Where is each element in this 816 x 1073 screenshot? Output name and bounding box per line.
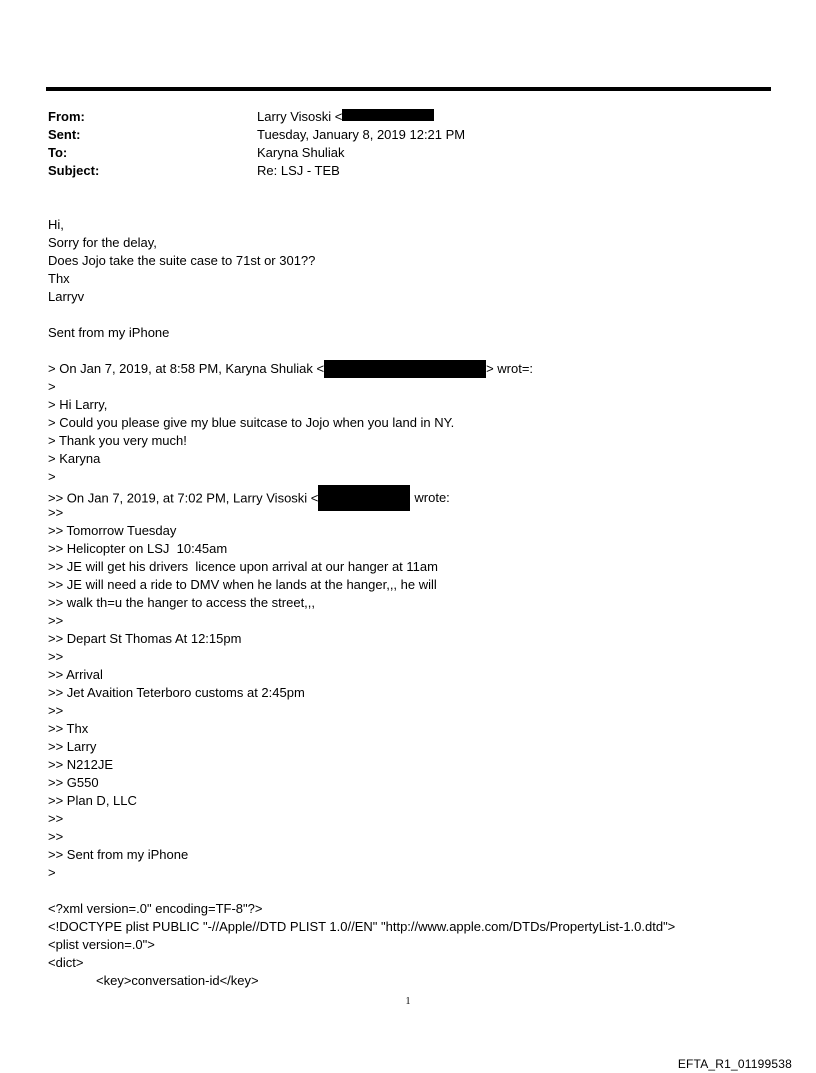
subject-row <box>48 162 768 180</box>
quote-line: >> Larry <box>48 739 97 754</box>
quote-line: >> <box>48 811 64 826</box>
quote-line: >> N212JE <box>48 757 114 772</box>
email-body <box>48 216 768 990</box>
quote-line: > Hi Larry, <box>48 397 108 412</box>
quote-line: > Karyna <box>48 451 101 466</box>
quote-line: >> JE will get his drivers licence upon arrival at our hanger at 11am <box>48 559 438 574</box>
header-rule <box>46 87 771 91</box>
quoted-header-line <box>48 486 768 504</box>
xml-line: <?xml version=.0" encoding=TF-8"?> <box>48 901 263 916</box>
quote-line: >> JE will need a ride to DMV when he lands at the hanger,,, he will <box>48 577 437 592</box>
from-label: From: <box>48 109 85 124</box>
quote-line: > Thank you very much! <box>48 433 187 448</box>
body-line: Does Jojo take the suite case to 71st or 301?? <box>48 253 316 268</box>
body-line: Thx <box>48 271 70 286</box>
signature-line: Sent from my iPhone <box>48 325 170 340</box>
from-value <box>257 108 434 126</box>
subject-label: Subject: <box>48 163 100 178</box>
quote-line: >> <box>48 649 64 664</box>
to-value: Karyna Shuliak <box>257 145 345 160</box>
from-name: Larry Visoski < <box>257 109 343 124</box>
quote-line: >> G550 <box>48 775 99 790</box>
quote-line: >> <box>48 613 64 628</box>
quote-line: > <box>48 469 56 484</box>
quoted-header-text: > On Jan 7, 2019, at 8:58 PM, Karyna Shuliak < <box>48 361 325 376</box>
sent-label: Sent: <box>48 127 81 142</box>
quote-line: >> <box>48 703 64 718</box>
quote-line: > <box>48 379 56 394</box>
quote-line: >> <box>48 829 64 844</box>
body-line: Hi, <box>48 217 64 232</box>
sent-value: Tuesday, January 8, 2019 12:21 PM <box>257 127 466 142</box>
quote-line: >> Arrival <box>48 667 103 682</box>
quote-line: >> Helicopter on LSJ 10:45am <box>48 541 228 556</box>
quote-line: > Could you please give my blue suitcase to Jojo when you land in NY. <box>48 415 455 430</box>
quote-line: >> Depart St Thomas At 12:15pm <box>48 631 242 646</box>
blank-line <box>48 342 768 360</box>
quoted-header-line <box>48 360 768 378</box>
quote-line: >> Sent from my iPhone <box>48 847 189 862</box>
xml-line: <dict> <box>48 955 84 970</box>
email-header <box>48 108 768 180</box>
quoted-header-text: wrote: <box>414 490 450 506</box>
body-line: Sorry for the delay, <box>48 235 157 250</box>
redaction-box <box>318 485 410 511</box>
redaction-box <box>324 360 486 378</box>
bates-number: EFTA_R1_01199538 <box>677 1057 792 1071</box>
xml-line: <plist version=.0"> <box>48 937 155 952</box>
page-number: 1 <box>405 996 411 1007</box>
sent-row <box>48 126 768 144</box>
quote-line: >> Plan D, LLC <box>48 793 137 808</box>
subject-value: Re: LSJ - TEB <box>257 163 340 178</box>
quoted-header-text: >> On Jan 7, 2019, at 7:02 PM, Larry Visoski < <box>48 490 319 506</box>
xml-line: <key>conversation-id</key> <box>96 973 259 988</box>
quote-line: >> <box>48 505 64 520</box>
blank-line <box>48 882 768 900</box>
to-label: To: <box>48 145 68 160</box>
quote-line: >> Tomorrow Tuesday <box>48 523 177 538</box>
quote-line: >> walk th=u the hanger to access the street,,, <box>48 595 316 610</box>
xml-line: <!DOCTYPE plist PUBLIC "-//Apple//DTD PLIST 1.0//EN" "http://www.apple.com/DTDs/PropertyList-1.0.dtd"> <box>48 919 676 934</box>
quoted-header-text: > wrot=: <box>486 361 534 376</box>
to-row <box>48 144 768 162</box>
from-row <box>48 108 768 126</box>
redaction-box <box>342 109 434 121</box>
quote-line: >> Thx <box>48 721 89 736</box>
blank-line <box>48 306 768 324</box>
quote-line: > <box>48 865 56 880</box>
quote-line: >> Jet Avaition Teterboro customs at 2:45pm <box>48 685 305 700</box>
body-line: Larryv <box>48 289 85 304</box>
